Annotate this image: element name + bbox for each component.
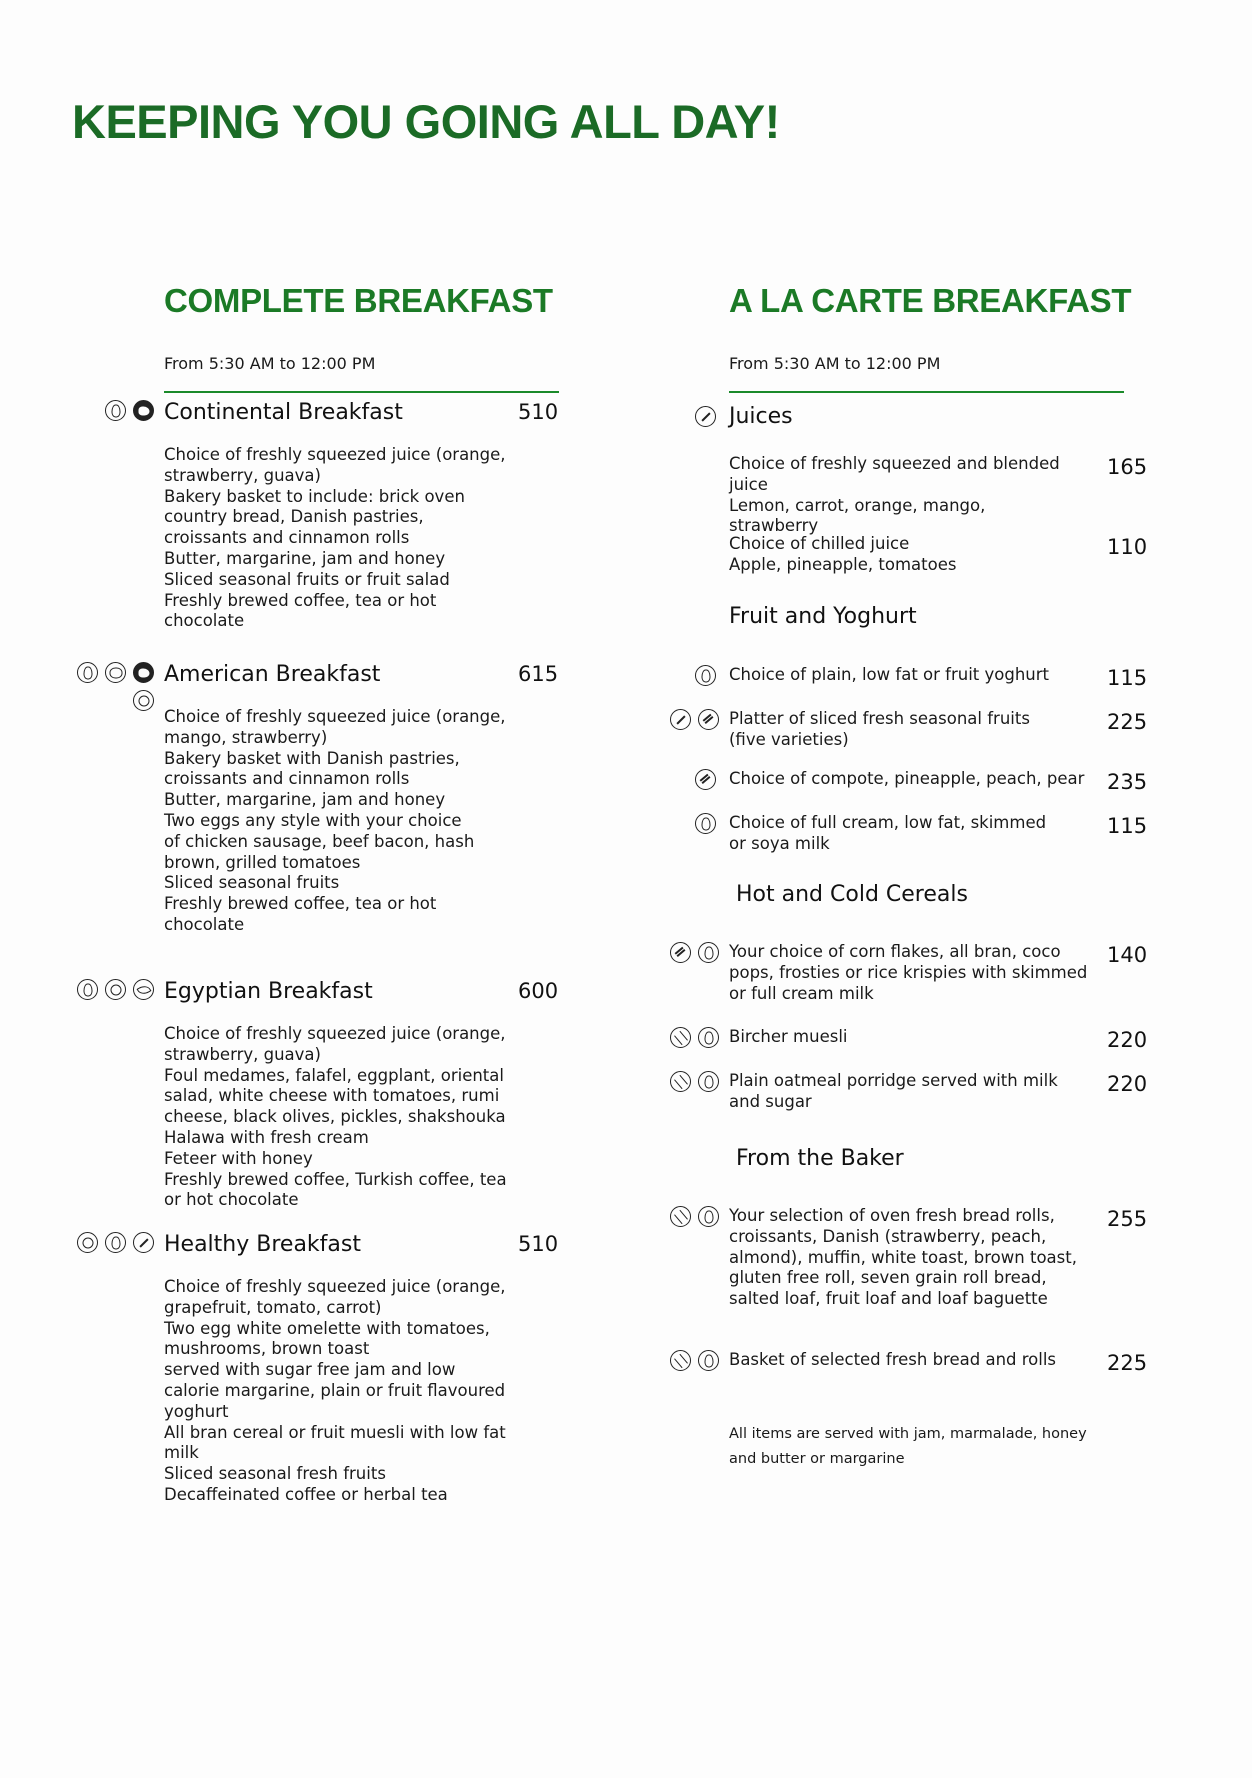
vegetarian-icon: [695, 665, 716, 686]
item-icons: [667, 942, 719, 963]
footnote: [729, 1422, 1109, 1472]
desc-line: and sugar: [729, 1091, 812, 1111]
desc-line: almond), muffin, white toast, brown toast,: [729, 1247, 1077, 1267]
item-price: 600: [518, 979, 559, 1003]
item-description: [729, 769, 1089, 790]
section-title: A LA CARTE BREAKFAST: [729, 282, 1132, 319]
vegetarian-icon: [698, 1206, 719, 1227]
desc-line: Lemon, carrot, orange, mango, strawberry: [729, 495, 986, 536]
international-icon: [133, 662, 154, 683]
item-price: 225: [1107, 710, 1148, 734]
desc-line: (five varieties): [729, 729, 849, 749]
desc-line: Freshly brewed coffee, Turkish coffee, tea: [164, 1169, 507, 1189]
desc-line: or soya milk: [729, 833, 830, 853]
item-description: [729, 942, 1101, 1004]
subsection-title: Hot and Cold Cereals: [736, 882, 968, 907]
desc-line: country bread, Danish pastries,: [164, 507, 424, 527]
vegetarian-icon: [77, 979, 98, 1000]
desc-line: milk: [164, 1443, 199, 1463]
item-icons: [74, 1232, 154, 1253]
menu-item: [729, 454, 1149, 537]
desc-line: Decaffeinated coffee or herbal tea: [164, 1484, 448, 1504]
section-hours: From 5:30 AM to 12:00 PM: [729, 354, 941, 373]
menu-item: [164, 1232, 566, 1506]
item-name: Continental Breakfast: [164, 400, 403, 425]
item-icons: [74, 979, 154, 1000]
desc-line: mushrooms, brown toast: [164, 1339, 370, 1359]
item-description: [729, 813, 1064, 855]
item-description: [729, 1206, 1101, 1310]
desc-line: All bran cereal or fruit muesli with low fat: [164, 1422, 506, 1442]
item-description: [164, 1277, 566, 1506]
desc-line: Choice of freshly squeezed juice (orange,: [164, 1277, 506, 1296]
menu-item: [729, 1071, 1149, 1113]
desc-line: yoghurt: [164, 1401, 229, 1421]
desc-line: Basket of selected fresh bread and rolls: [729, 1350, 1057, 1369]
vegetarian-icon: [77, 662, 98, 683]
section-title: COMPLETE BREAKFAST: [164, 282, 553, 319]
item-description: [729, 709, 1064, 751]
section-divider: [729, 391, 1124, 393]
desc-line: served with sugar free jam and low: [164, 1360, 456, 1380]
item-price: 165: [1107, 455, 1148, 479]
vegetarian-icon: [698, 1027, 719, 1048]
menu-item: [164, 400, 566, 632]
subsection-title: From the Baker: [736, 1146, 904, 1171]
menu-item: [729, 665, 1149, 690]
gluten-icon: [670, 1350, 691, 1371]
menu-item: [729, 813, 1149, 855]
desc-line: of chicken sausage, beef bacon, hash: [164, 831, 475, 851]
dairy-icon: [77, 1232, 98, 1253]
desc-line: gluten free roll, seven grain roll bread,: [729, 1268, 1047, 1288]
item-icons: [695, 665, 716, 686]
healthy-icon: [670, 709, 691, 730]
subsection-title: Fruit and Yoghurt: [729, 604, 917, 629]
item-description: [729, 1350, 1101, 1371]
desc-line: or full cream milk: [729, 983, 874, 1003]
item-description: [729, 1027, 1064, 1048]
desc-line: Halawa with fresh cream: [164, 1127, 369, 1147]
item-price: 115: [1107, 666, 1148, 690]
item-description: [729, 534, 1064, 576]
desc-line: croissants and cinnamon rolls: [164, 769, 410, 789]
international-icon: [133, 400, 154, 421]
desc-line: Platter of sliced fresh seasonal fruits: [729, 709, 1030, 728]
subsection-title: Juices: [729, 404, 793, 429]
desc-line: Bakery basket to include: brick oven: [164, 486, 465, 506]
item-name: Egyptian Breakfast: [164, 979, 373, 1004]
desc-line: juice: [729, 474, 768, 494]
item-price: 510: [518, 400, 559, 424]
item-price: 140: [1107, 943, 1148, 967]
desc-line: chocolate: [164, 914, 245, 934]
desc-line: Choice of freshly squeezed juice (orange,: [164, 445, 506, 464]
menu-item: [164, 979, 566, 1211]
desc-line: Butter, margarine, jam and honey: [164, 548, 446, 568]
dairy-icon: [105, 979, 126, 1000]
desc-line: strawberry, guava): [164, 465, 321, 485]
item-icons: [74, 662, 154, 711]
desc-line: Butter, margarine, jam and honey: [164, 790, 446, 810]
local-leaf-icon: [133, 979, 154, 1000]
desc-line: Your choice of corn flakes, all bran, coco: [729, 942, 1061, 961]
item-price: 615: [518, 662, 559, 686]
desc-line: Freshly brewed coffee, tea or hot: [164, 590, 437, 610]
gluten-icon: [670, 1206, 691, 1227]
item-icons: [102, 400, 154, 421]
desc-line: croissants and cinnamon rolls: [164, 528, 410, 548]
item-price: 115: [1107, 814, 1148, 838]
vegetarian-icon: [698, 1350, 719, 1371]
desc-line: strawberry, guava): [164, 1044, 321, 1064]
menu-item: [729, 942, 1149, 1004]
desc-line: Sliced seasonal fruits: [164, 873, 340, 893]
vegetarian-icon: [698, 1071, 719, 1092]
item-icons: [667, 709, 719, 730]
item-price: 510: [518, 1232, 559, 1256]
section-hours: From 5:30 AM to 12:00 PM: [164, 354, 376, 373]
desc-line: Two egg white omelette with tomatoes,: [164, 1318, 490, 1338]
desc-line: Bircher muesli: [729, 1027, 848, 1046]
menu-item: [729, 1350, 1149, 1375]
desc-line: croissants, Danish (strawberry, peach,: [729, 1226, 1047, 1246]
footnote-line: and butter or margarine: [729, 1451, 905, 1467]
dairy-icon: [133, 690, 154, 711]
fruit-icon: [698, 709, 719, 730]
item-description: [164, 1024, 566, 1211]
item-name: Healthy Breakfast: [164, 1232, 361, 1257]
item-icons: [667, 1027, 719, 1048]
item-description: [729, 665, 1064, 686]
item-price: 225: [1107, 1351, 1148, 1375]
a-la-carte-section: [729, 282, 1149, 1467]
menu-item: [729, 769, 1149, 794]
vegetarian-icon: [698, 942, 719, 963]
desc-line: or hot chocolate: [164, 1190, 299, 1210]
section-divider: [164, 391, 559, 393]
desc-line: Choice of freshly squeezed and blended: [729, 454, 1060, 473]
desc-line: Choice of plain, low fat or fruit yoghurt: [729, 665, 1050, 684]
desc-line: Freshly brewed coffee, tea or hot: [164, 894, 437, 914]
item-price: 220: [1107, 1072, 1148, 1096]
desc-line: Feteer with honey: [164, 1148, 313, 1168]
desc-line: chocolate: [164, 611, 245, 631]
desc-line: Choice of compote, pineapple, peach, pear: [729, 769, 1085, 788]
page-headline: KEEPING YOU GOING ALL DAY!: [72, 95, 780, 148]
desc-line: pops, frosties or rice krispies with skimmed: [729, 962, 1088, 982]
item-name: American Breakfast: [164, 662, 381, 687]
desc-line: grapefruit, tomato, carrot): [164, 1297, 382, 1317]
complete-breakfast-section: [164, 282, 566, 1504]
vegetarian-icon: [105, 400, 126, 421]
desc-line: Two eggs any style with your choice: [164, 810, 462, 830]
gluten-icon: [670, 1071, 691, 1092]
item-description: [164, 445, 566, 632]
item-price: 255: [1107, 1207, 1148, 1231]
desc-line: salted loaf, fruit loaf and loaf baguette: [729, 1289, 1048, 1309]
desc-line: Sliced seasonal fruits or fruit salad: [164, 569, 450, 589]
desc-line: Choice of freshly squeezed juice (orange,: [164, 1024, 506, 1043]
item-description: [729, 454, 1064, 537]
healthy-icon: [133, 1232, 154, 1253]
desc-line: calorie margarine, plain or fruit flavoured: [164, 1380, 506, 1400]
item-icons: [667, 1206, 719, 1227]
vegetarian-icon: [105, 1232, 126, 1253]
item-icons: [667, 1350, 719, 1371]
item-description: [729, 1071, 1064, 1113]
menu-item: [729, 1027, 1149, 1052]
desc-line: Plain oatmeal porridge served with milk: [729, 1071, 1058, 1090]
desc-line: cheese, black olives, pickles, shakshouka: [164, 1107, 506, 1127]
desc-line: Choice of freshly squeezed juice (orange,: [164, 707, 506, 726]
vegetarian-icon: [695, 813, 716, 834]
item-price: 235: [1107, 770, 1148, 794]
footnote-line: All items are served with jam, marmalade, honey: [729, 1426, 1087, 1442]
desc-line: Choice of full cream, low fat, skimmed: [729, 813, 1047, 832]
item-icons: [695, 769, 716, 790]
healthy-icon: [695, 406, 716, 427]
item-icons: [695, 813, 716, 834]
desc-line: Your selection of oven fresh bread rolls,: [729, 1206, 1055, 1225]
desc-line: mango, strawberry): [164, 727, 328, 747]
item-price: 110: [1107, 535, 1148, 559]
menu-item: [729, 1206, 1149, 1310]
desc-line: salad, white cheese with tomatoes, rumi: [164, 1086, 500, 1106]
menu-item: [164, 662, 566, 936]
item-price: 220: [1107, 1028, 1148, 1052]
menu-item: [729, 709, 1149, 751]
desc-line: Foul medames, falafel, eggplant, oriental: [164, 1065, 504, 1085]
item-icons: [667, 1071, 719, 1092]
item-description: [164, 707, 566, 936]
desc-line: Apple, pineapple, tomatoes: [729, 554, 957, 574]
fruit-icon: [695, 769, 716, 790]
pork-icon: [105, 662, 126, 683]
gluten-icon: [670, 1027, 691, 1048]
item-icons: [695, 406, 716, 427]
desc-line: Choice of chilled juice: [729, 534, 910, 553]
fruit-icon: [670, 942, 691, 963]
menu-item: [729, 534, 1149, 576]
desc-line: brown, grilled tomatoes: [164, 852, 361, 872]
desc-line: Sliced seasonal fresh fruits: [164, 1464, 386, 1484]
desc-line: Bakery basket with Danish pastries,: [164, 748, 460, 768]
